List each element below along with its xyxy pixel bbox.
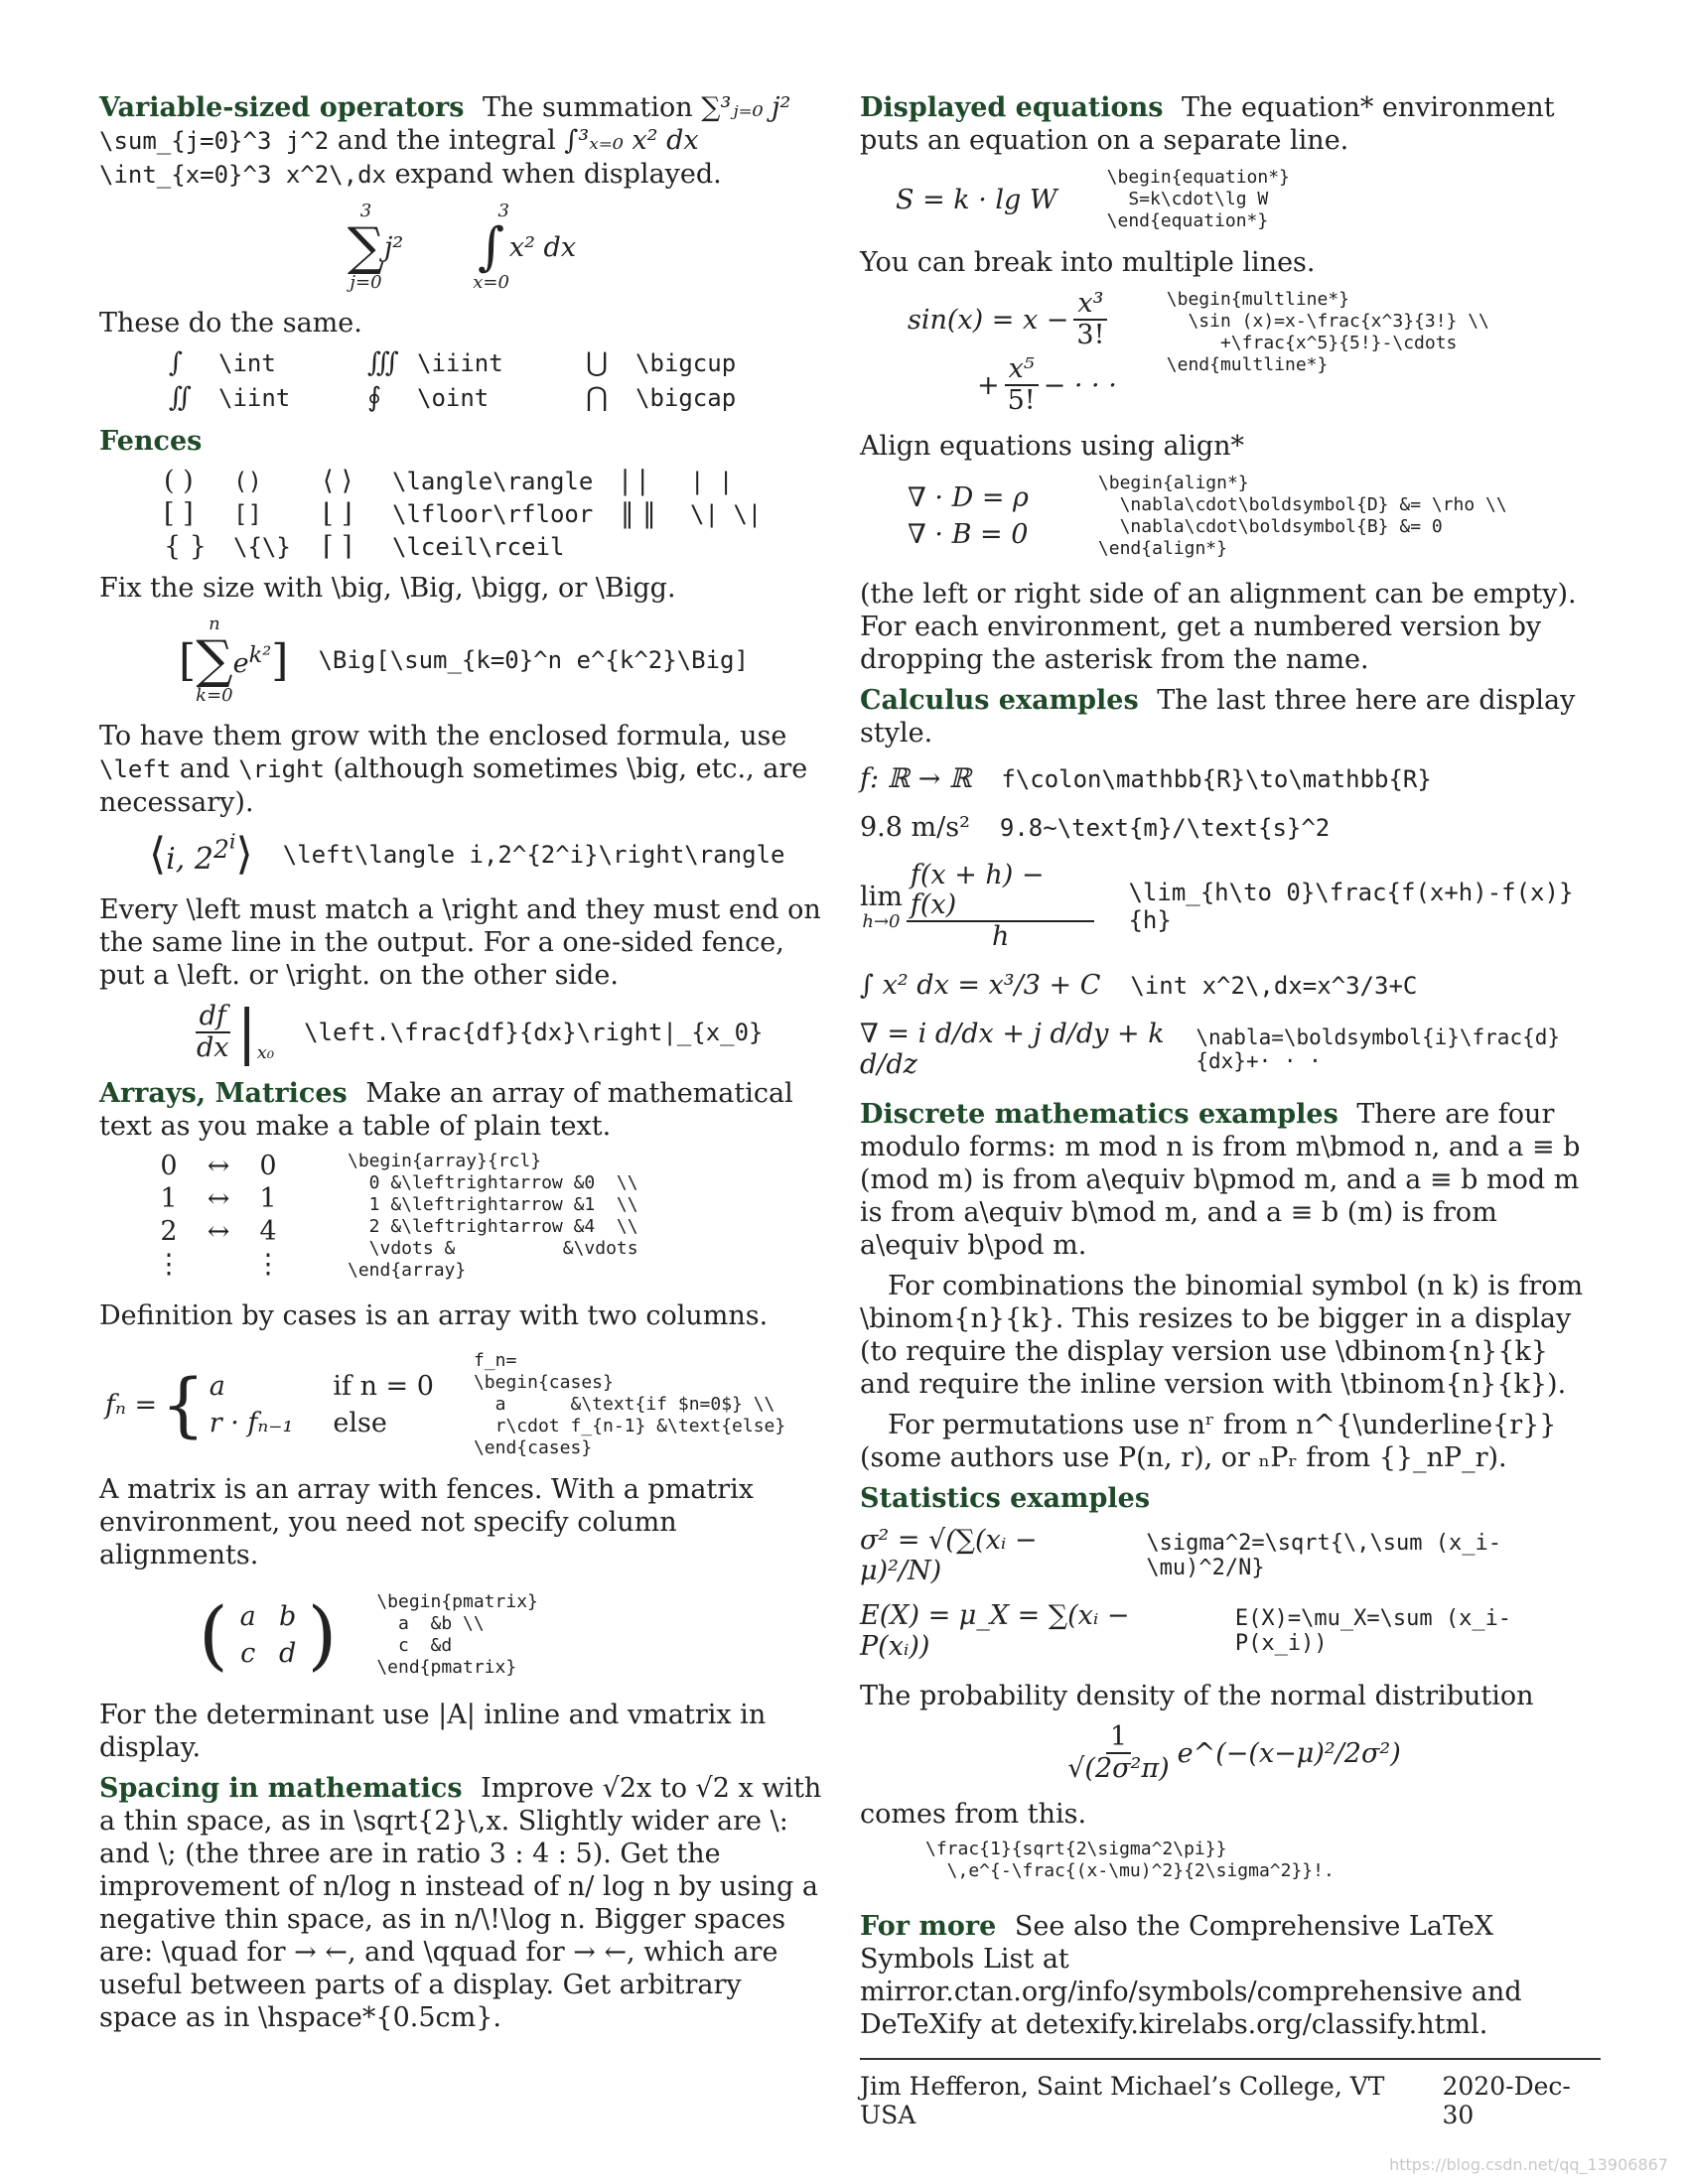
footer-author: Jim Hefferon, Saint Michael’s College, VT USA <box>860 2072 1385 2129</box>
normal-density: $\frac{1}{\text{√(2σ²π)}}$ e^(−(x−μ)²/2σ²) <box>1067 1721 1401 1784</box>
multiline-example: sin(x) = x − $\frac{\text{x³}}{3!}$ + $\frac{\text{x⁵}}{5!}$ − · · · \begin{multline*} \sin (x)=x-\frac{x^3}{3!} \\ +\frac{x^5}{5!}-\cdots \end{multline*} <box>908 288 1489 416</box>
calculus-intro: Calculus examples The last three here are display style. <box>860 685 1576 749</box>
arrays-intro: Arrays, Matrices Make an array of mathematical text as you make a table of plain text. <box>99 1078 793 1142</box>
varsized-intro: Variable-sized operators The summation ∑³ⱼ₌₀ j² \sum_{j=0}^3 j^2 and the integral ∫³ₓ₌₀ x² dx \int_{x=0}^3 x^2\,dx expand when displayed. <box>99 92 791 190</box>
same-text: These do the same. <box>99 308 362 339</box>
cases-text: Definition by cases is an array with two columns. <box>99 1300 769 1331</box>
discrete-p3: For permutations use nʳ from n^{\underline{r}} (some authors use P(n, r), or ₙPᵣ from {}_nP_r). <box>860 1410 1557 1473</box>
statistics-heading: Statistics examples <box>860 1483 1151 1514</box>
oint-icon: ∮ <box>367 382 382 413</box>
sum-icon: ∑ <box>347 217 385 277</box>
for-more-heading: For more <box>860 1911 997 1942</box>
align-text: Align equations using align* <box>860 431 1245 462</box>
det-text: For the determinant use |A| inline and vmatrix in display. <box>99 1700 767 1763</box>
displayed-heading: Displayed equations <box>860 92 1164 123</box>
multiline-text: You can break into multiple lines. <box>860 247 1316 278</box>
calc-example-4: ∫ x² dx = x³/3 + C \int x^2\,dx=x^3/3+C <box>860 970 1418 1001</box>
for-more: For more See also the Comprehensive LaTeX Symbols List at mirror.ctan.org/info/symbols/comprehensive and DeTeXify at detexify.kirelabs.org/classify.html. <box>860 1911 1522 2040</box>
align-example: ∇ · D = ρ ∇ · B = 0 \begin{align*} \nabla\cdot\boldsymbol{D} &= \rho \\ \nabla\cdot\boldsymbol{B} &= 0 \end{align*} <box>908 473 1507 559</box>
comes-from-text: comes from this. <box>860 1799 1087 1830</box>
df-example: $\frac{df}{dx}$ | x₀ \left.\frac{df}{dx}\right|_{x_0} <box>197 998 764 1067</box>
watermark: https://blog.csdn.net/qq_13906867 <box>1389 2155 1668 2174</box>
int-icon: ∫ <box>169 347 184 378</box>
iint-icon: ∬ <box>169 382 192 413</box>
discrete-p1: Discrete mathematics examples There are four modulo forms: m mod n is from m\bmod n, and a ≡ b (mod m) is from a\equiv b\pmod m, and a ≡ b mod m is from a\equiv b\mod m, and a ≡ b (m) is from a\equiv b\pod m. <box>860 1099 1581 1261</box>
pmatrix-code: \begin{pmatrix} a &b \\ c &d \end{pmatrix} <box>376 1591 538 1678</box>
grow-text: To have them grow with the enclosed formula, use \left and \right (although sometimes \big, etc., are necessary). <box>99 721 808 818</box>
spacing-heading: Spacing in mathematics <box>99 1773 463 1804</box>
equation-example: S = k · lg W \begin{equation*} S=k\cdot\lg W \end{equation*} <box>896 167 1290 231</box>
calc-example-2: 9.8 m/s² 9.8~\text{m}/\text{s}^2 <box>860 812 1331 843</box>
normal-text: The probability density of the normal distribution <box>860 1681 1534 1711</box>
array-example <box>149 1151 824 1282</box>
calc-example-5: ∇ = i d/dx + j d/dy + k d/dz \nabla=\boldsymbol{i}\frac{d}{dx}+· · · <box>860 1019 1561 1080</box>
after-align-text: (the left or right side of an alignment can be empty). For each environment, get a numbered version by dropping the asterisk from the name. <box>860 579 1577 675</box>
matrix-text: A matrix is an array with fences. With a pmatrix environment, you need not specify column alignments. <box>99 1474 755 1570</box>
every-left-text: Every \left must match a \right and they must end on the same line in the output. For a one-sided fence, put a \left. or \right. on the other side. <box>99 894 821 991</box>
varsized-heading: Variable-sized operators <box>99 92 465 123</box>
big-fence-example: [ n ∑ k=0 $e^{k^2}$ ] \Big[\sum_{k=0}^n e^{k^2}\Big] <box>179 614 749 706</box>
calc-example-3: lim h→0 $\frac{f(x + h) - f(x)}{h}$ \lim_{h\to 0}\frac{f(x+h)-f(x)}{h} <box>860 860 1574 952</box>
arrays-heading: Arrays, Matrices <box>99 1078 348 1109</box>
cases-code: f_n= \begin{cases} a &\text{if $n=0$} \\ r\cdot f_{n-1} &\text{else} \end{cases} <box>473 1350 786 1458</box>
bigcap-icon: ⋂ <box>586 382 609 413</box>
iiint-icon: ∭ <box>367 347 399 378</box>
int-display: 3 ∫ x=0 x² dx <box>473 201 577 293</box>
displayed-intro: Displayed equations The equation* environment puts an equation on a separate line. <box>860 92 1555 156</box>
bigcup-icon: ⋃ <box>586 347 609 378</box>
array-table: 0 ↔ 0 1 ↔ 1 2 ↔ 4 ⋮ ⋮ <box>155 1151 282 1280</box>
fences-heading: Fences <box>99 426 203 457</box>
spacing-section: Spacing in mathematics Improve √2x to √2 x with a thin space, as in \sqrt{2}\,x. Slightly wider are \: and \; (the three are in ratio 3 : 4 : 5). Get the improvement of n/log n instead of n/ log n by using a negative thin space, as in n/\!\log n. Bigger spaces are: \quad for → ←, and \qquad for → ←, which are useful between parts of a display. Get arbitrary space as in \hspace*{0.5cm}. <box>99 1773 822 2033</box>
calc-example-1: f: ℝ → ℝ f\colon\mathbb{R}\to\mathbb{R} <box>860 763 1432 794</box>
sum-icon: ∑ <box>196 630 233 690</box>
fence-grid: ( ) () ⟨ ⟩ \langle\rangle | | | | [ ] [] ⌊ ⌋ \lfloor\rfloor ‖ ‖ \| \| { } \{\} ⌈ ⌉ \lceil\rceil <box>164 466 763 562</box>
array-code: \begin{array}{rcl} 0 &\leftrightarrow &0 \\ 1 &\leftrightarrow &1 \\ 2 &\leftrightarrow &4 \\ \vdots & &\vdots \end{array} <box>348 1151 638 1281</box>
matrix-example: ( a b c d ) \begin{pmatrix} a &b \\ c &d \end{pmatrix} <box>199 1590 538 1679</box>
discrete-heading: Discrete mathematics examples <box>860 1099 1338 1130</box>
integral-icon: ∫ <box>478 217 505 277</box>
fix-size-text: Fix the size with \big, \Big, \bigg, or \Bigg. <box>99 573 676 604</box>
discrete-p2: For combinations the binomial symbol (n k) is from \binom{n}{k}. This resizes to be bigger in a display (to require the display version use \dbinom{n}{k} and require the inline version with \tbinom{n}{k}). <box>860 1271 1584 1400</box>
footer-date: 2020-Dec-30 <box>1442 2072 1571 2129</box>
left-column <box>99 91 824 2042</box>
cases-example: fₙ = { a if n = 0 r · fₙ₋₁ else f_n= \begin{cases} a &\text{if $n=0$} \\ r\cdot f_{n-1} &\text{else} \end{cases} <box>105 1350 786 1458</box>
footer <box>860 2058 1601 2129</box>
normal-code: \frac{1}{sqrt{2\sigma^2\pi}} \,e^{-\frac{(x-\mu)^2}{2\sigma^2}}!. <box>925 1839 1335 1881</box>
varsized-display <box>99 202 824 293</box>
calculus-heading: Calculus examples <box>860 685 1139 716</box>
right-column <box>860 91 1601 2049</box>
angle-example: ⟨i, $2^{2^i}⟩$ \left\langle i,2^{2^i}\right\rangle <box>149 829 785 880</box>
statistics-examples: σ² = √(∑(xᵢ − μ)²/N) \sigma^2=\sqrt{\,\sum (x_i-\mu)^2/N} E(X) = μ_X = ∑(xᵢ − P(xᵢ)) E(X)=\mu_X=\sum (x_i-P(x_i)) <box>860 1525 1512 1662</box>
calculus-examples <box>860 763 1601 1080</box>
operator-grid: ∫ \int ∭ \iiint ⋃ \bigcup ∬ \iint ∮ \oint ⋂ \bigcap <box>169 347 737 413</box>
sum-display: 3 ∑ j=0 j² <box>347 201 404 293</box>
